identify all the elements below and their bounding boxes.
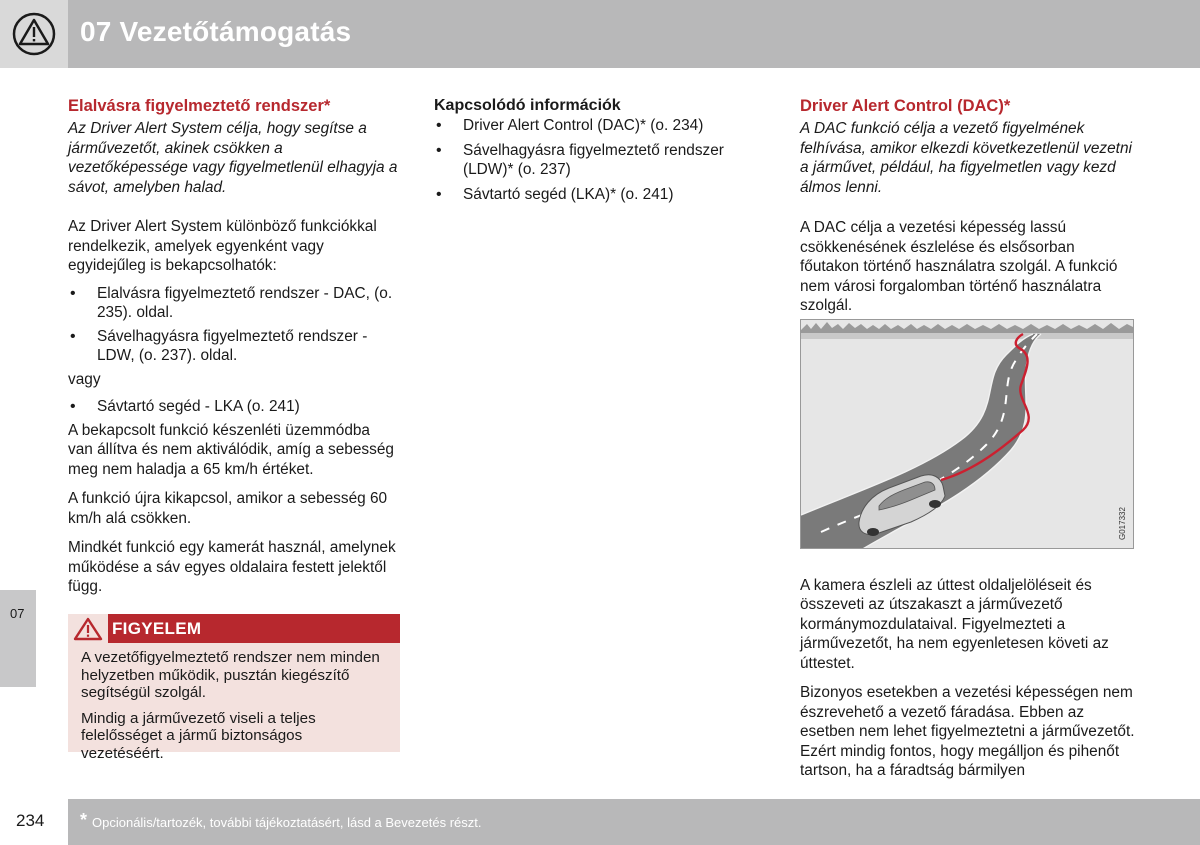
related-link-ldw[interactable]: • Sávelhagyásra figyelmeztető rendszer (LDW)* (o. 237)	[434, 141, 754, 180]
page-header	[0, 0, 1200, 68]
column-left	[68, 95, 398, 597]
footnote-star: *	[80, 810, 88, 830]
warning-body	[68, 643, 400, 762]
paragraph: Bizonyos esetekben a vezetési képességen nem észrevehető a vezető fáradása. Ebben az esetben nem lehet figyelmeztetni a járművezetőt. Ezért mindig fontos, hogy megálljon és pihenőt tartson, ha a fáradtság bármilyen	[800, 684, 1135, 779]
road-illustration	[801, 320, 1134, 549]
related-info-list	[434, 116, 754, 204]
warning-title: FIGYELEM	[112, 618, 202, 638]
chapter-side-tab-label: 07	[10, 606, 25, 621]
paragraph: A DAC célja a vezetési képesség lassú csökkenésének észlelése és elsősorban főutakon történő használatra szolgál. A funkció nem városi forgalomban történő használatra szolgál.	[800, 219, 1118, 314]
paragraph: Mindkét funkció egy kamerát használ, amelynek működése a sáv egyes oldalaira festett jelektől függ.	[68, 539, 396, 595]
related-link-dac[interactable]: • Driver Alert Control (DAC)* (o. 234)	[434, 116, 754, 136]
page-number: 234	[16, 811, 45, 830]
bullet-list	[68, 284, 398, 366]
bullet-list	[68, 397, 398, 417]
column-middle	[434, 96, 754, 209]
warning-icon-box	[68, 614, 108, 643]
warning-triangle-icon	[73, 617, 103, 641]
warning-paragraph: Mindig a járművezető viseli a teljes felelősséget a jármű biztonságos vezetéséért.	[81, 709, 316, 762]
paragraph: A bekapcsolt funkció készenléti üzemmódba van állítva és nem aktiválódik, amíg a sebesség meg nem haladja a 65 km/h értéket.	[68, 421, 394, 478]
paragraph: A funkció újra kikapcsol, amikor a sebesség 60 km/h alá csökken.	[68, 490, 388, 527]
section-heading-dac: Driver Alert Control (DAC)*	[800, 97, 1011, 115]
section-heading-driver-alert: Elalvásra figyelmeztető rendszer*	[68, 97, 331, 115]
list-item: • Sávtartó segéd - LKA (o. 241)	[68, 397, 398, 417]
list-item: • Sávelhagyásra figyelmeztető rendszer - LDW, (o. 237). oldal.	[68, 327, 398, 366]
paragraph-or: vagy	[68, 370, 101, 388]
footnote-text: Opcionális/tartozék, további tájékoztatásért, lásd a Bevezetés részt.	[92, 815, 482, 830]
related-info-heading: Kapcsolódó információk	[434, 97, 621, 114]
related-link-lka[interactable]: • Sávtartó segéd (LKA)* (o. 241)	[434, 185, 754, 205]
section-intro: Az Driver Alert System célja, hogy segítse a járművezetőt, akinek csökken a vezetőképessége vagy figyelmetlenül elhagyja a sávot, amelyben halad.	[68, 120, 398, 196]
chapter-side-tab	[0, 590, 36, 687]
warning-header	[68, 614, 400, 643]
list-item: • Elalvásra figyelmeztető rendszer - DAC, (o. 235). oldal.	[68, 284, 398, 323]
paragraph: A kamera észleli az úttest oldaljelöléseit és összeveti az útszakaszt a járművezető kormánymozdulataival. Figyelmezteti a járművezetőt, ha nem egyenletesen követi az úttestet.	[800, 576, 1109, 672]
dac-illustration	[800, 319, 1134, 549]
header-icon-box	[0, 0, 68, 68]
warning-triangle-icon	[12, 12, 56, 56]
paragraph: Az Driver Alert System különböző funkciókkal rendelkezik, amelyek egyenként vagy egyidejűleg is bekapcsolhatók:	[68, 218, 377, 274]
warning-box	[68, 614, 400, 762]
figure-code: G017332	[1118, 507, 1127, 540]
warning-paragraph: A vezetőfigyelmeztető rendszer nem minden helyzetben működik, pusztán kiegészítő segítségül szolgál.	[81, 649, 380, 701]
chapter-title: 07 Vezetőtámogatás	[80, 16, 352, 47]
section-intro: A DAC funkció célja a vezető figyelmének felhívása, amikor elkezdi következetlenül vezetni a járművet, például, ha figyelmetlen vagy kezd álmos lenni.	[800, 120, 1132, 196]
